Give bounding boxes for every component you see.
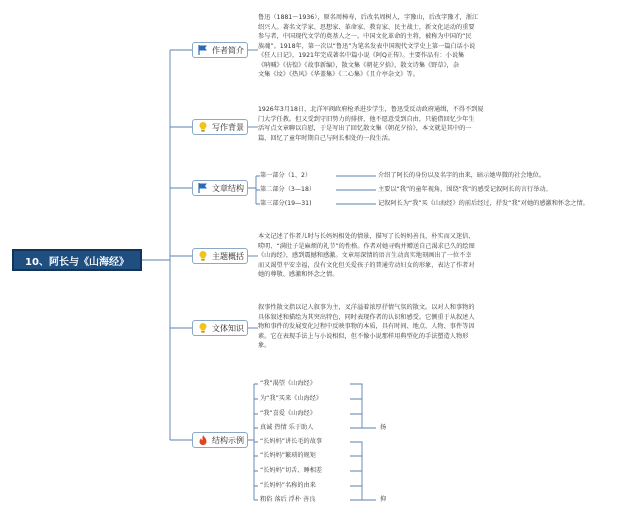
root-title: 10、阿长与《山海经》 (25, 256, 129, 268)
flag-icon (197, 44, 209, 56)
background-text: 1926年3月18日，北洋军阀政府枪杀进步学生，鲁迅受反动政府通缉，不得不到厦 门大学任教。但又受到守旧势力的排挤，他不愿意受到自由，只能借回忆少年生 活写点文章聊以自慰，于是写出了回忆散文集《朝花夕拾》，本文就是其中的一 篇，回忆了童年时期自己与阿长相处的一段生活。 (258, 106, 484, 142)
author-text: 鲁迅（1881～1936），原名周樟寿，后改名周树人，字豫山，后改字豫才，浙江 绍兴人。著名文学家、思想家、革命家、教育家、民主战士，新文化运动的重要 参与者，中国现代文学的奠基人之一。中国文化革命的主将，被称为中国的“民 族魂”。1918年，第一次以“鲁迅”为笔名发表中国现代文学史上第一篇白话小说 《狂人日记》，1921年完成著名中篇小说《阿Q正传》。主要作品有：小说集 《呐喊》《彷徨》《故事新编》，散文集《朝花夕拾》，散文诗集《野草》，杂 文集《坟》《热风》《华盖集》《二心集》《且介亭杂文》等。 (258, 14, 479, 78)
structure-part-3: 第三部分(19—31) (260, 200, 312, 207)
knowledge-text: 叙事性散文指以记人叙事为主，叉洋溢着浓厚抒情气氛的散文。以对人和事物的 具体叙述和描绘为其突出特色，同时表现作者的认识和感受。它侧重于从叙述人 物和事件的发展变化过程中反映事物的本质，具有时间、地点、人物、事件等因 素。它在表现手法上与小说相似，但不像小说那样用典型化的手法塑造人物形 象。 (258, 304, 475, 349)
lightbulb-icon (197, 121, 209, 133)
topic-structure-label: 文章结构 (212, 183, 244, 193)
root-topic[interactable] (12, 249, 142, 271)
example-item: “长妈妈”名称的由来 (260, 482, 316, 489)
topic-examples-label: 结构示例 (212, 435, 244, 445)
topic-author-label: 作者简介 (212, 45, 244, 55)
structure-desc-1: 介绍了阿长的身份以及名字的由来，暗示她卑微的社会地位。 (378, 172, 546, 179)
example-item: “长妈妈”讲长毛的故事 (260, 438, 323, 445)
example-item: “长妈妈”切舌、睡相差 (260, 467, 323, 474)
structure-desc-2: 主要以“我”的童年视角，围绕“我”的感受记叙阿长的言行举动。 (378, 186, 552, 193)
flag-icon (197, 182, 209, 194)
lightbulb-icon (197, 250, 209, 262)
topic-background-label: 写作背景 (212, 122, 244, 132)
example-item: “我”喜爱《山海经》 (260, 410, 316, 417)
example-item: “我”渴望《山海经》 (260, 380, 316, 387)
topic-knowledge-label: 文体知识 (212, 323, 244, 333)
topic-author[interactable] (192, 42, 248, 58)
structure-part-1: 第一部分（1、2） (260, 172, 312, 179)
example-item: 真诚 热情 乐于助人 (260, 424, 314, 431)
fire-icon (197, 434, 209, 446)
tag-yi: 抑 (380, 496, 387, 503)
topic-knowledge[interactable] (192, 320, 248, 336)
topic-theme[interactable] (192, 248, 248, 264)
tag-yang: 扬 (380, 424, 387, 431)
topic-examples[interactable] (192, 432, 248, 448)
structure-desc-3: 记叙阿长为“我”买《山海经》的前后经过，抒发“我”对她的感激和怀念之情。 (378, 200, 589, 207)
example-item: 粗俗 落后 浮朴 善良 (260, 496, 316, 503)
topic-theme-label: 主题概括 (212, 251, 244, 261)
topic-structure[interactable] (192, 180, 248, 196)
structure-part-2: 第二部分（3—18） (260, 186, 316, 193)
lightbulb-icon (197, 322, 209, 334)
example-item: 为“我”买来《山海经》 (260, 395, 323, 402)
example-item: “长妈妈”繁琐的规矩 (260, 452, 316, 459)
theme-text: 本文记述了作者儿时与长妈妈相处的情景，描写了长妈妈善良、朴实而又迷信、 唠叨、“满肚子是麻烦的礼节”的性格。作者对她寻购并赠送自己渴求已久的绘图 《山海经》，感到震撼和感激。文章用深情的语言生动真实地刻画出了一位不幸 而又渴望平安幸福，没有文化但关爱孩子的普通劳动妇女的形象，表达了作者对 她的尊敬、感激和怀念之情。 (258, 233, 475, 278)
topic-background[interactable] (192, 119, 248, 135)
